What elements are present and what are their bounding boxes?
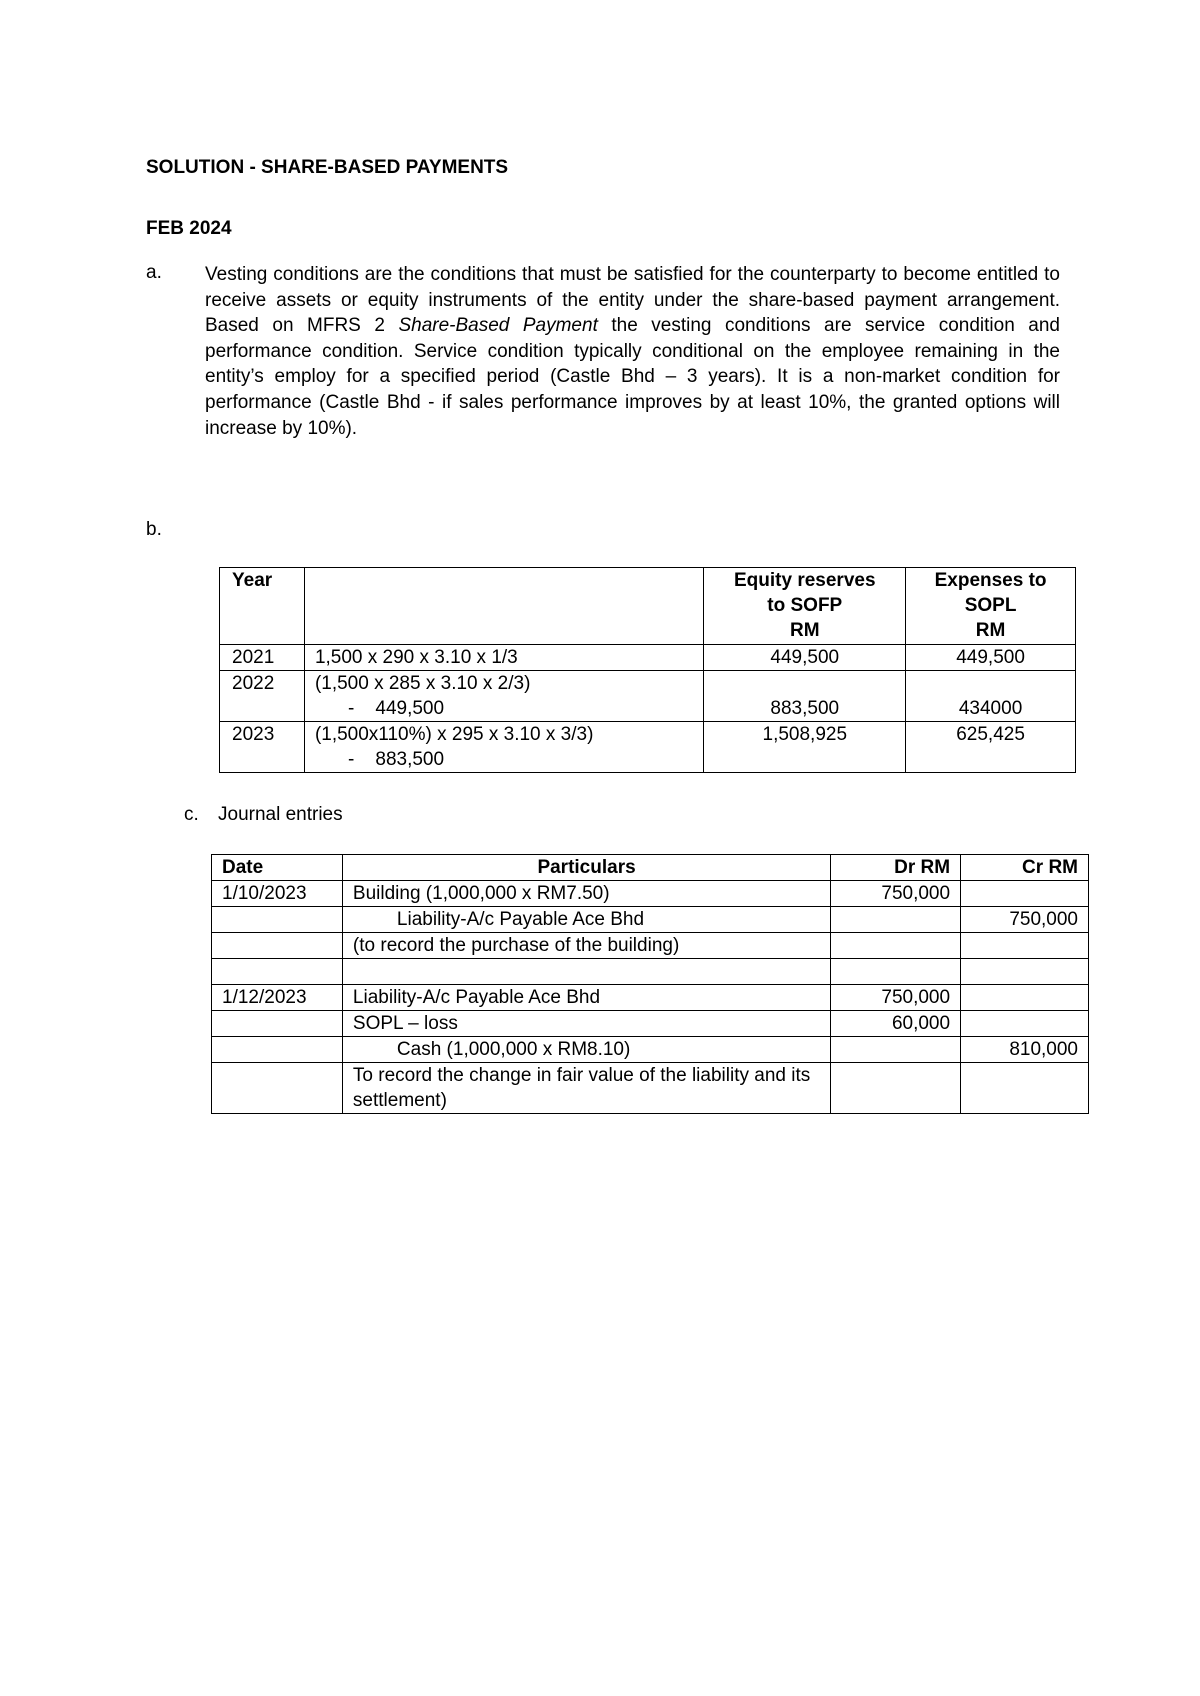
exam-session-heading: FEB 2024 bbox=[146, 218, 232, 239]
entry-debit bbox=[831, 1037, 961, 1063]
part-a-text-start: Vesting conditions are the conditions that must be satisfied for the counterparty to become entitled to receive assets or equity instruments of the entity under the share-based payment arrangement. Based on MFRS 2 bbox=[205, 264, 1060, 337]
journal-row bbox=[212, 1011, 1089, 1037]
journal-row bbox=[212, 985, 1089, 1011]
entry-particulars: Liability-A/c Payable Ace Bhd bbox=[342, 907, 830, 933]
row-expense-value: 434000 bbox=[958, 698, 1023, 719]
header-equity-line-1: Equity reserves bbox=[734, 570, 876, 591]
entry-particulars bbox=[342, 959, 830, 985]
row-year: 2022 bbox=[220, 671, 305, 722]
row-expense: 625,425 bbox=[906, 722, 1076, 773]
row-expense: 449,500 bbox=[906, 645, 1076, 671]
row-formula-main: (1,500 x 285 x 3.10 x 2/3) bbox=[314, 673, 531, 694]
entry-credit: 750,000 bbox=[961, 907, 1089, 933]
entry-credit bbox=[961, 1011, 1089, 1037]
part-c-title: Journal entries bbox=[218, 804, 343, 825]
header-debit: Dr RM bbox=[831, 855, 961, 881]
entry-credit bbox=[961, 959, 1089, 985]
part-a-text-end: the vesting conditions are service condition and performance condition. Service condition typically conditional on the employee remaining in the entity’s employ for a specified period (Castle Bhd – 3 years). It is a non-market condition for performance (Castle Bhd - if sales performance improves by at least 10%, the granted options will increase by 10%). bbox=[205, 315, 1060, 439]
calc-row-2022 bbox=[220, 671, 1076, 722]
header-expense-unit: RM bbox=[975, 620, 1006, 641]
row-formula: 1,500 x 290 x 3.10 x 1/3 bbox=[304, 645, 703, 671]
header-year: Year bbox=[220, 568, 305, 645]
part-b-label: b. bbox=[146, 519, 162, 540]
entry-date bbox=[212, 1011, 343, 1037]
row-formula bbox=[304, 722, 703, 773]
entry-narration: (to record the purchase of the building) bbox=[342, 933, 830, 959]
entry-debit bbox=[831, 933, 961, 959]
entry-debit: 750,000 bbox=[831, 881, 961, 907]
part-a-label: a. bbox=[146, 262, 162, 283]
entry-particulars: SOPL – loss bbox=[342, 1011, 830, 1037]
row-equity: 449,500 bbox=[704, 645, 906, 671]
row-equity: 1,508,925 bbox=[704, 722, 906, 773]
calc-row-2023 bbox=[220, 722, 1076, 773]
entry-debit: 750,000 bbox=[831, 985, 961, 1011]
row-formula-main: (1,500x110%) x 295 x 3.10 x 3/3) bbox=[314, 724, 594, 745]
entry-date bbox=[212, 933, 343, 959]
header-expense bbox=[906, 568, 1076, 645]
journal-row bbox=[212, 907, 1089, 933]
document-title: SOLUTION - SHARE-BASED PAYMENTS bbox=[146, 157, 509, 178]
entry-date bbox=[212, 959, 343, 985]
entry-debit: 60,000 bbox=[831, 1011, 961, 1037]
entry-particulars: Building (1,000,000 x RM7.50) bbox=[342, 881, 830, 907]
row-year: 2023 bbox=[220, 722, 305, 773]
entry-credit bbox=[961, 933, 1089, 959]
entry-credit bbox=[961, 1063, 1089, 1114]
calc-row-2021 bbox=[220, 645, 1076, 671]
row-equity bbox=[704, 671, 906, 722]
entry-debit bbox=[831, 959, 961, 985]
journal-entries-table bbox=[211, 854, 1089, 1114]
entry-debit bbox=[831, 907, 961, 933]
header-equity bbox=[704, 568, 906, 645]
entry-particulars: Cash (1,000,000 x RM8.10) bbox=[342, 1037, 830, 1063]
row-formula-less: - 883,500 bbox=[347, 749, 445, 770]
share-option-calculation-table bbox=[219, 567, 1076, 773]
entry-credit bbox=[961, 881, 1089, 907]
entry-date bbox=[212, 907, 343, 933]
journal-row bbox=[212, 881, 1089, 907]
row-formula bbox=[304, 671, 703, 722]
entry-debit bbox=[831, 1063, 961, 1114]
header-expense-line-2: SOPL bbox=[964, 595, 1017, 616]
header-expense-line-1: Expenses to bbox=[934, 570, 1047, 591]
row-formula-less: - 449,500 bbox=[347, 698, 445, 719]
part-a-paragraph bbox=[205, 262, 1060, 441]
row-year: 2021 bbox=[220, 645, 305, 671]
entry-particulars: Liability-A/c Payable Ace Bhd bbox=[342, 985, 830, 1011]
journal-header-row bbox=[212, 855, 1089, 881]
journal-row bbox=[212, 1037, 1089, 1063]
entry-date bbox=[212, 1063, 343, 1114]
entry-date bbox=[212, 1037, 343, 1063]
part-c-label: c. bbox=[184, 804, 199, 825]
header-particulars: Particulars bbox=[342, 855, 830, 881]
row-expense bbox=[906, 671, 1076, 722]
row-equity-value: 883,500 bbox=[770, 698, 840, 719]
standard-name-italic: Share-Based Payment bbox=[398, 315, 598, 337]
journal-row-blank bbox=[212, 959, 1089, 985]
header-equity-unit: RM bbox=[789, 620, 820, 641]
calc-header-row bbox=[220, 568, 1076, 645]
header-equity-line-2: to SOFP bbox=[767, 595, 843, 616]
journal-row bbox=[212, 933, 1089, 959]
header-credit: Cr RM bbox=[961, 855, 1089, 881]
entry-credit bbox=[961, 985, 1089, 1011]
header-formula bbox=[304, 568, 703, 645]
part-c-heading bbox=[184, 804, 343, 826]
entry-credit: 810,000 bbox=[961, 1037, 1089, 1063]
entry-date: 1/10/2023 bbox=[212, 881, 343, 907]
entry-date: 1/12/2023 bbox=[212, 985, 343, 1011]
header-date: Date bbox=[212, 855, 343, 881]
entry-narration: To record the change in fair value of the liability and its settlement) bbox=[342, 1063, 830, 1114]
journal-row bbox=[212, 1063, 1089, 1114]
